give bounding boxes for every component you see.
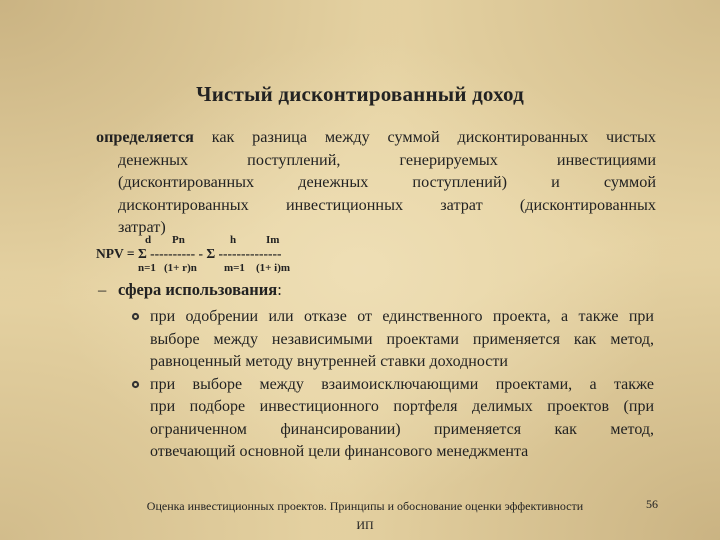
definition-line-3: (дисконтированных денежных поступлений) и суммой bbox=[118, 173, 656, 191]
bullet-1-line-1: при одобрении или отказе от единственного проекта, а также при bbox=[150, 308, 654, 325]
definition-paragraph bbox=[96, 126, 656, 239]
scope-heading bbox=[98, 280, 282, 300]
scope-bullet-1 bbox=[128, 306, 654, 374]
formula-sum2-upper: h bbox=[230, 234, 237, 246]
formula-sum1-lower: n=1 bbox=[138, 262, 156, 274]
definition-line-5: затрат) bbox=[118, 218, 166, 236]
bullet-2-line-1: при выборе между взаимоисключающими проектами, а также bbox=[150, 375, 654, 393]
scope-dash: – bbox=[98, 280, 107, 299]
scope-label: сфера использования bbox=[118, 280, 278, 299]
formula-denominator-2: (1+ i)m bbox=[256, 262, 291, 274]
formula-sum2-lower: m=1 bbox=[224, 262, 245, 274]
bullet-2-line-3: ограниченном финансировании) применяется как метод, bbox=[150, 420, 654, 438]
page-number: 56 bbox=[646, 497, 658, 511]
bullet-circle-icon bbox=[131, 312, 140, 321]
scope-bullet-2 bbox=[128, 374, 654, 464]
formula-sum1-upper: d bbox=[145, 234, 152, 246]
slide-footer bbox=[100, 497, 630, 535]
definition-line-2: денежных поступлений, генерируемых инвестициями bbox=[118, 150, 656, 169]
bullet-1-line-3: равноценный методу внутренней ставки доходности bbox=[150, 353, 508, 370]
slide-title: Чистый дисконтированный доход bbox=[196, 82, 524, 106]
definition-lead: определяется bbox=[96, 128, 194, 146]
bullet-circle-icon bbox=[131, 380, 140, 389]
bullet-2-line-2: при подборе инвестиционного портфеля делимых проектов (при bbox=[150, 398, 654, 415]
definition-line-1 bbox=[96, 126, 656, 149]
scope-bullet-list bbox=[128, 306, 654, 464]
formula-denominator-1: (1+ r)n bbox=[164, 262, 197, 274]
footer-line-2: ИП bbox=[356, 518, 374, 532]
footer-line-1: Оценка инвестиционных проектов. Принципы и обоснование оценки эффективности bbox=[146, 499, 584, 513]
npv-formula bbox=[96, 234, 356, 276]
formula-numerator-2: Im bbox=[266, 234, 280, 246]
formula-main-line: NPV = Σ ---------- - Σ -------------- bbox=[96, 246, 282, 261]
formula-numerator-1: Pn bbox=[172, 234, 185, 246]
scope-colon: : bbox=[277, 280, 282, 299]
definition-line-1-text: как разница между суммой дисконтированных чистых bbox=[211, 128, 657, 146]
bullet-1-line-2: выборе между независимыми проектами применяется как метод, bbox=[150, 330, 654, 348]
definition-line-4: дисконтированных инвестиционных затрат (дисконтированных bbox=[118, 195, 656, 214]
bullet-2-line-4: отвечающий основной цели финансового менеджмента bbox=[150, 443, 529, 460]
